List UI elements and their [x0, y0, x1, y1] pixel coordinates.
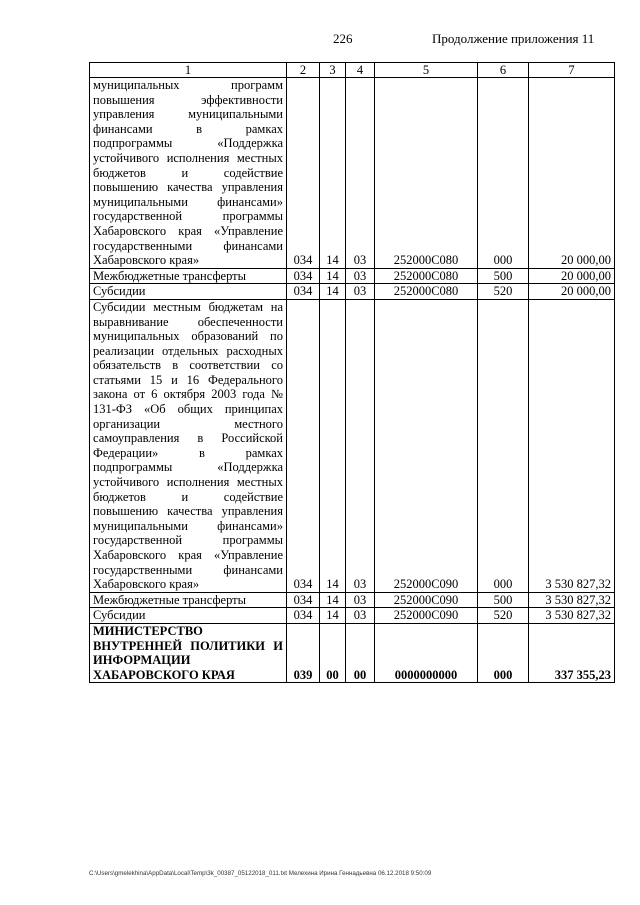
- row-subsection: 03: [346, 78, 375, 269]
- table-row: [90, 268, 615, 284]
- continuation-label: Продолжение приложения 11: [432, 31, 595, 46]
- row-ministry: 034: [287, 284, 320, 300]
- row-amount: 3 530 827,32: [529, 299, 615, 592]
- row-ministry: 034: [287, 592, 320, 608]
- row-name: Субсидии местным бюджетам на выравнивание обеспеченности муниципальных образований по реализации отдельных расходных обязательств в соответствии со статьями 15 и 16 Федерального закона от 6 октября 2003 года № 131-ФЗ «Об общих принципах организации местного самоуправления в Российской Федерации» в рамках подпрограммы «Поддержка устойчивого исполнения местных бюджетов и содействие повышению качества управления муниципальными финансами» государственной программы Хабаровского края «Управление государственными финансами Хабаровского края»: [90, 299, 287, 592]
- budget-table: [89, 62, 615, 683]
- row-expense-type: 000: [478, 623, 529, 682]
- column-header: 7: [529, 63, 615, 78]
- row-ministry: 034: [287, 78, 320, 269]
- row-target: 252000С080: [375, 268, 478, 284]
- column-header: 4: [346, 63, 375, 78]
- table-row: [90, 592, 615, 608]
- row-section: 14: [320, 284, 346, 300]
- row-name: Субсидии: [90, 608, 287, 624]
- row-name: муниципальных программ повышения эффективности управления муниципальными финансами в рамках подпрограммы «Поддержка устойчивого исполнения местных бюджетов и содействие повышению качества управления муниципальными финансами» государственной программы Хабаровского края «Управление государственными финансами Хабаровского края»: [90, 78, 287, 269]
- row-expense-type: 000: [478, 299, 529, 592]
- row-target: 0000000000: [375, 623, 478, 682]
- page-number: 226: [333, 31, 353, 46]
- row-target: 252000С080: [375, 78, 478, 269]
- row-amount: 20 000,00: [529, 268, 615, 284]
- row-ministry: 034: [287, 608, 320, 624]
- row-amount: 3 530 827,32: [529, 592, 615, 608]
- file-path-footer: C:\Users\gmelekhina\AppData\Local\Temp\3k_00387_05122018_011.txt Мелехина Ирина Геннадьевна 06.12.2018 9:50:09: [89, 870, 432, 877]
- row-ministry: 034: [287, 268, 320, 284]
- table-header-row: [90, 63, 615, 78]
- column-header: 1: [90, 63, 287, 78]
- table-row: [90, 299, 615, 592]
- row-section: 14: [320, 592, 346, 608]
- row-subsection: 03: [346, 608, 375, 624]
- row-amount: 3 530 827,32: [529, 608, 615, 624]
- row-name: Межбюджетные трансферты: [90, 592, 287, 608]
- column-header: 5: [375, 63, 478, 78]
- row-subsection: 03: [346, 268, 375, 284]
- row-name: Межбюджетные трансферты: [90, 268, 287, 284]
- row-ministry: 034: [287, 299, 320, 592]
- row-subsection: 03: [346, 299, 375, 592]
- row-expense-type: 500: [478, 268, 529, 284]
- table-row: [90, 284, 615, 300]
- row-expense-type: 520: [478, 608, 529, 624]
- column-header: 6: [478, 63, 529, 78]
- row-section: 00: [320, 623, 346, 682]
- row-expense-type: 500: [478, 592, 529, 608]
- row-name: МИНИСТЕРСТВО ВНУТРЕННЕЙ ПОЛИТИКИ И ИНФОРМАЦИИ ХАБАРОВСКОГО КРАЯ: [90, 623, 287, 682]
- row-expense-type: 520: [478, 284, 529, 300]
- row-section: 14: [320, 299, 346, 592]
- table-row: [90, 78, 615, 269]
- row-subsection: 00: [346, 623, 375, 682]
- column-header: 3: [320, 63, 346, 78]
- table-row: [90, 608, 615, 624]
- row-amount: 20 000,00: [529, 284, 615, 300]
- row-section: 14: [320, 268, 346, 284]
- table-row-ministry-total: [90, 623, 615, 682]
- row-subsection: 03: [346, 284, 375, 300]
- row-section: 14: [320, 78, 346, 269]
- row-expense-type: 000: [478, 78, 529, 269]
- row-ministry: 039: [287, 623, 320, 682]
- row-section: 14: [320, 608, 346, 624]
- column-header: 2: [287, 63, 320, 78]
- row-target: 252000С090: [375, 299, 478, 592]
- row-name: Субсидии: [90, 284, 287, 300]
- row-target: 252000С090: [375, 608, 478, 624]
- row-amount: 20 000,00: [529, 78, 615, 269]
- row-subsection: 03: [346, 592, 375, 608]
- row-target: 252000С090: [375, 592, 478, 608]
- row-amount: 337 355,23: [529, 623, 615, 682]
- row-target: 252000С080: [375, 284, 478, 300]
